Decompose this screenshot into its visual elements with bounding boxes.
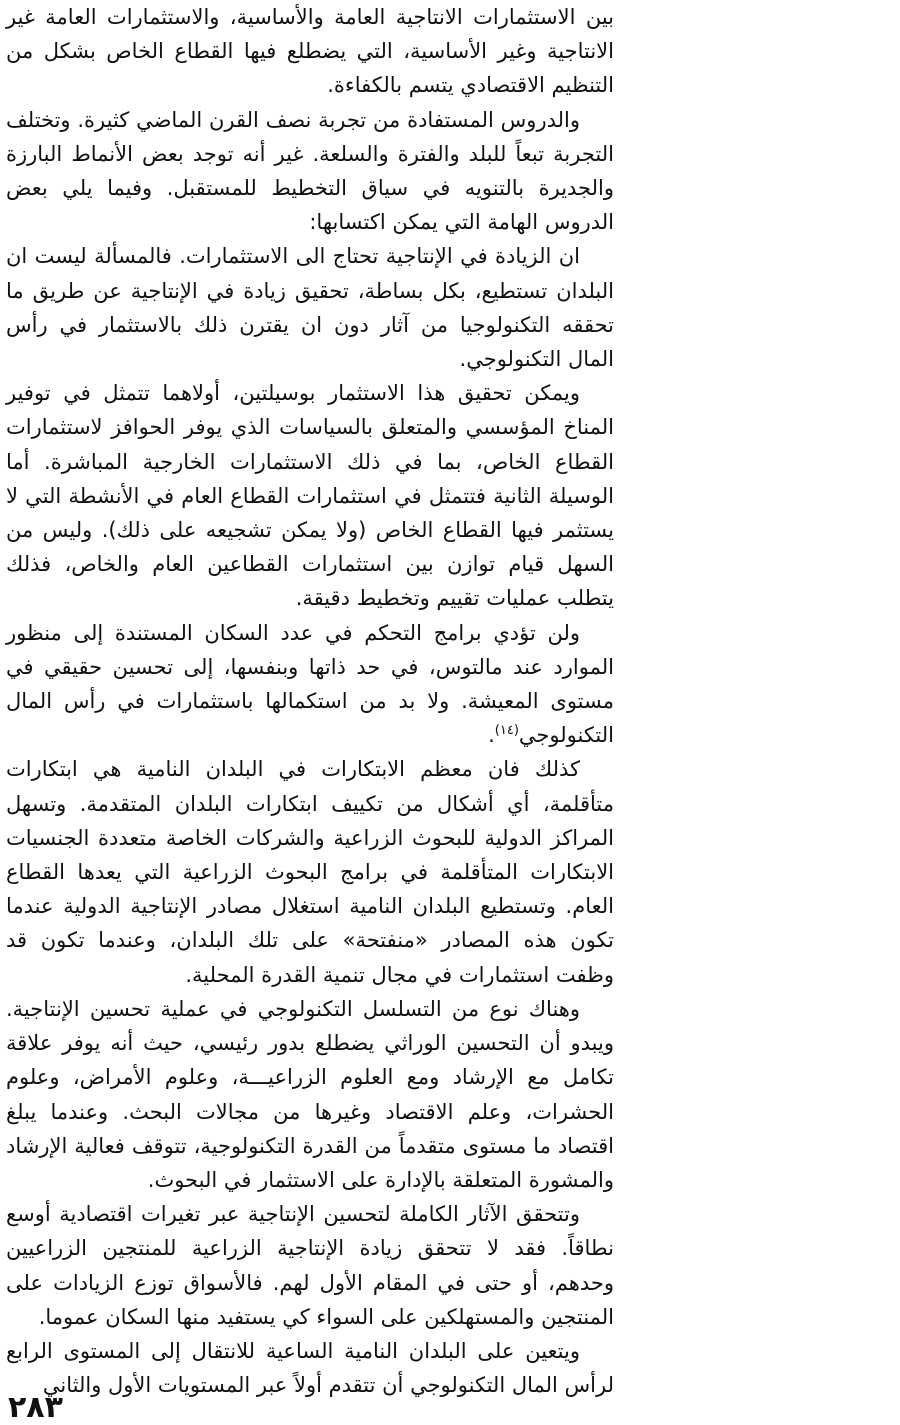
paragraph-9-text: ويتعين على البلدان النامية الساعية للانتقال إلى المستوى الرابع لرأس المال التكنولوجي أن تتقدم أولاً عبر المستويات الأول والثاني xyxy=(6,1338,614,1398)
paragraph-6 xyxy=(6,752,614,991)
paragraph-3-text: ان الزيادة في الإنتاجية تحتاج الى الاستثمارات. فالمسألة ليست ان البلدان تستطيع، بكل بساطة، تحقيق زيادة في الإنتاجية عن طريق ما تحققه التكنولوجيا من آثار دون ان يقترن ذلك بالاستثمار في رأس المال التكنولوجي. xyxy=(6,244,614,372)
paragraph-9 xyxy=(6,1334,614,1402)
paragraph-3 xyxy=(6,239,614,376)
paragraph-1 xyxy=(6,0,614,103)
paragraph-4-text: ويمكن تحقيق هذا الاستثمار بوسيلتين، أولاهما تتمثل في توفير المناخ المؤسسي والمتعلق بالسياسات الذي يوفر الحوافز لاستثمارات القطاع الخاص، بما في ذلك الاستثمارات الخارجية المباشرة. أما الوسيلة الثانية فتتمثل في استثمارات القطاع العام في الأنشطة التي لا يستثمر فيها القطاع الخاص (ولا يمكن تشجيعه على ذلك). وليس من السهل قيام توازن بين استثمارات القطاعين العام والخاص، فذلك يتطلب عمليات تقييم وتخطيط دقيقة. xyxy=(6,381,614,611)
paragraph-5 xyxy=(6,616,614,753)
paragraph-7-text: وهناك نوع من التسلسل التكنولوجي في عملية تحسين الإنتاجية. ويبدو أن التحسين الوراثي يضطلع بدور رئيسي، حيث أنه يوفر علاقة تكامل مع الإرشاد ومع العلوم الزراعيـــة، وعلوم الأمراض، وعلوم الحشرات، وعلم الاقتصاد وغيرها من مجالات البحث. وعندما يبلغ اقتصاد ما مستوى متقدماً من القدرة التكنولوجية، تتوقف فعالية الإرشاد والمشورة المتعلقة بالإدارة على الاستثمار في البحوث. xyxy=(6,996,614,1192)
paragraph-2-text: والدروس المستفادة من تجربة نصف القرن الماضي كثيرة. وتختلف التجربة تبعاً للبلد والفترة والسلعة. غير أنه توجد بعض الأنماط البارزة والجديرة بالتنويه في سياق التخطيط للمستقبل. وفيما يلي بعض الدروس الهامة التي يمكن اكتسابها: xyxy=(6,107,614,235)
paragraph-5-text: ولن تؤدي برامج التحكم في عدد السكان المستندة إلى منظور الموارد عند مالتوس، في حد ذاتها وبنفسها، إلى تحسين حقيقي في مستوى المعيشة. ولا بد من استكمالها باستثمارات في رأس المال التكنولوجي xyxy=(6,620,614,748)
body-text xyxy=(6,0,614,1402)
paragraph-4 xyxy=(6,376,614,615)
footnote-reference: (١٤) xyxy=(494,723,519,739)
paragraph-2 xyxy=(6,103,614,240)
paragraph-8 xyxy=(6,1197,614,1334)
paragraph-1-text: بين الاستثمارات الانتاجية العامة والأساسية، والاستثمارات العامة غير الانتاجية وغير الأساسية، التي يضطلع فيها القطاع الخاص بشكل من التنظيم الاقتصادي يتسم بالكفاءة. xyxy=(6,5,614,98)
paragraph-5-tail: . xyxy=(488,723,495,748)
paragraph-8-text: وتتحقق الآثار الكاملة لتحسين الإنتاجية عبر تغيرات اقتصادية أوسع نطاقاً. فقد لا تتحقق زيادة الإنتاجية الزراعية للمنتجين الزراعيين وحدهم، أو حتى في المقام الأول لهم. فالأسواق توزع الزيادات على المنتجين والمستهلكين على السواء كي يستفيد منها السكان عموما. xyxy=(6,1202,614,1329)
paragraph-6-text: كذلك فان معظم الابتكارات في البلدان النامية هي ابتكارات متأقلمة، أي أشكال من تكييف ابتكارات البلدان المتقدمة. وتسهل المراكز الدولية للبحوث الزراعية والشركات الخاصة متعددة الجنسيات الابتكارات المتأقلمة في برامج البحوث الزراعية التي يعدها القطاع العام. وتستطيع البلدان النامية استغلال مصادر الإنتاجية الدولية عندما تكون هذه المصادر «منفتحة» على تلك البلدان، وعندما تكون قد وظفت استثمارات في مجال تنمية القدرة المحلية. xyxy=(6,757,614,987)
paragraph-7 xyxy=(6,992,614,1197)
page-number: ٢٨٣ xyxy=(8,1390,63,1425)
